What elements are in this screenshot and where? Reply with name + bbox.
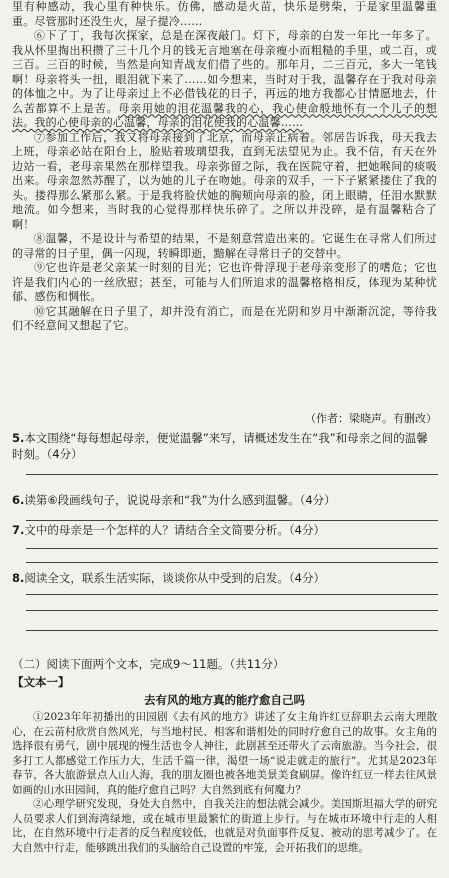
article-title: 去有风的地方真的能疗愈自己吗 xyxy=(144,693,305,707)
story-text xyxy=(0,0,449,395)
question-text: 阅读全文，联系生活实际，谈谈你从中受到的启发。（4分） xyxy=(24,571,325,585)
question-text: 文中的母亲是一个怎样的人？请结合全文简要分析。（4分） xyxy=(24,523,325,537)
question-number: 8. xyxy=(12,571,25,585)
answer-line[interactable] xyxy=(26,562,438,563)
question-number: 7. xyxy=(12,523,25,537)
article-text xyxy=(0,710,449,878)
answer-line[interactable] xyxy=(26,474,438,475)
story-paragraph-top: 里有种感动，我心里有种快乐。仿佛，感动是火苗，快乐是劈柴，于是家里温馨重重。尽管那时还没生火，屋子提冷…… xyxy=(12,0,437,28)
text-one-label: 【文本一】 xyxy=(12,675,70,689)
question-text: 读第⑥段画线句子，说说母亲和“我”为什么感到温馨。（4分） xyxy=(24,493,336,507)
story-paragraph-8: ⑧温馨，不是设计与希望的结果，不是刻意营造出来的。它诞生在寻常人们所过的寻常的日子里，偶一闪现，转瞬即逝，黯解在寻常日子的交替中。 xyxy=(12,232,437,260)
question-7 xyxy=(12,522,437,538)
question-8 xyxy=(12,570,437,586)
author-credit: （作者：梁晓声。有删改） xyxy=(305,412,437,425)
answer-line[interactable] xyxy=(26,630,438,631)
article-paragraph-1: ①2023年年初播出的田园剧《去有风的地方》讲述了女主角许红豆辞职去云南大理散心，在云苗村欣赏自然风光，与当地村民、相客和谐相处的同时疗愈自己的故事。女主角的选择很有勇气，剧中展现的慢生活也令人神往，此剧甚至还带火了云南旅游。当今社会，很多打工人都感觉工作压力大，生活千篇一律，渴望一场“说走就走的旅行”。尤其是2023年春节，各大旅游景点人山人海，我的朋友圈也被各地美景美食刷屏。像许红豆一样去往风景如画的山水田园间，真的能疗愈自己吗？大自然到底有何魔力？ xyxy=(12,711,437,796)
story-paragraph-7: ⑦参加工作后，我又将母亲接到了北京，而母亲正病着。邻居告诉我，母天我去上班，母亲必站在阳台上，脸贴着玻璃望我，直到无法望见为止。我不信，有天在外边站一看，老母亲果然在那样望我。母亲弥留之际，我在医院守着，把她喉间的痰吸出来。母亲忽然苏醒了，以为她的儿子在吻她。母亲的双手，一下子紧紧搂住了我的头。搂得那么紧那么紧。于是我将脸伏她的胸颊向母亲的脸，闭上眼睛，任泪水默默地流。如今想来，当时我的心觉得那样快乐碎了。之所以并没碎，是有温馨粘合了啊！ xyxy=(12,130,437,231)
story-paragraph-10: ⑩它其融解在日子里了，却并没有消亡，而是在光阴和岁月中渐渐沉淀，等待我们不经意间又想起了它。 xyxy=(12,304,437,332)
question-6 xyxy=(12,492,437,508)
underlined-sentence: 母亲用她的泪花温馨我的心，我心使命般地怀有一个儿子的想法。我的心使母亲的心温馨，母亲的泪花使我的心温馨…… xyxy=(12,101,437,129)
section-heading: （二）阅读下面两个文本，完成9～11题。（共11分） xyxy=(12,657,285,671)
story-paragraph-6 xyxy=(0,29,449,131)
paragraph-6-text: ⑥下了丁，我每次探家，总是在深夜敲门。灯下，母亲的白发一年比一年多了。我从怀里掏出积攒了三十几个月的钱无言地塞在母亲瘦小而粗糙的手里，或二百，或三百。三百的时候，当然是向知青战友们借了些的。那年月，二三百元，多大一笔钱啊！母亲将头一扭，眼泪就下来了……如今想来，当时对于我，温馨存在于我对母亲的体恤之中。为了让母亲过上不必借钱花的日子，再远的地方我都心甘情愿地去，什么苦都算不上是苦。 xyxy=(12,29,437,115)
question-number: 6. xyxy=(12,493,25,507)
question-5 xyxy=(12,430,437,462)
answer-line[interactable] xyxy=(26,610,438,611)
answer-line[interactable] xyxy=(26,548,438,549)
article-paragraph-2: ②心理学研究发现，身处大自然中，自我关注的想法就会减少。美国斯坦福大学的研究人员要求人们到海湾绿地，或在城市里最繁忙的街道上步行。与在城市环境中行走的人相比，在自然环境中行走者的反刍程度较低，也就是对负面事件反复、被动的思考减少了。在大自然中行走，能够跳出我们的头脑给自己设置的牢笼，会开拓我们的思维。 xyxy=(12,798,437,854)
story-paragraph-9: ⑨它也许是老父亲某一时刻的目光；它也许骨浮现于老母亲变形了的嗜危；它也许是我们内心的一丝欣慰；甚至，可能与人们所追求的温馨格格相反，体现为某种忧郁、感伤和惆怅。 xyxy=(12,261,437,303)
answer-line[interactable] xyxy=(26,594,438,595)
answer-line[interactable] xyxy=(26,520,438,521)
question-text: 本文围绕“每每想起母亲，便觉温馨”来写，请概述发生在“我”和母亲之间的温馨时刻。（4分） xyxy=(12,431,428,461)
question-number: 5. xyxy=(12,431,25,445)
